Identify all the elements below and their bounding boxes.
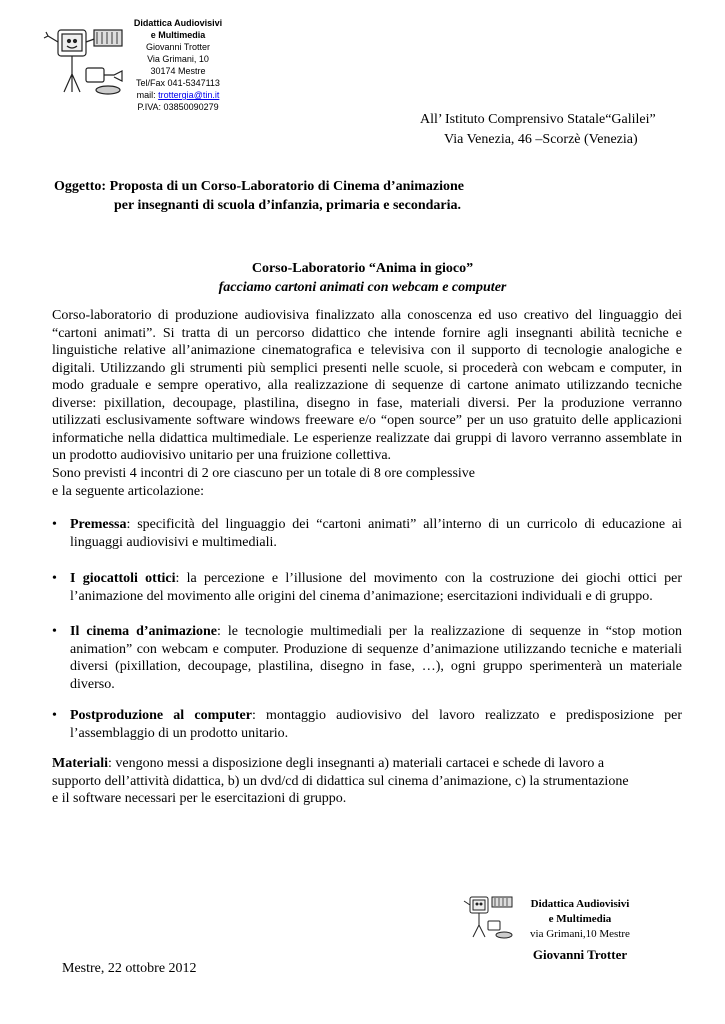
signature-block xyxy=(510,897,650,962)
topic-text: : le tecnologie multimediali per la realizzazione di sequenze in “stop motion animation” con webcam e computer. Produzione di sequenze d’animazione utilizzando tecniche e materiali diversi (pixillation, decoupage, plastilina, disegno in fase, …), ogni gruppo sperimenterà un materiale diverso. xyxy=(70,624,682,692)
topic-text: : specificità del linguaggio dei “cartoni animati” all’interno di un curricolo di educazione ai linguaggi audiovisivi e multimediali. xyxy=(70,517,682,550)
letterhead-phone: Tel/Fax 041-5347113 xyxy=(136,78,220,88)
letterhead xyxy=(128,17,228,113)
signature-org-line2: e Multimedia xyxy=(548,913,612,925)
course-title xyxy=(40,259,685,297)
bullet-icon: • xyxy=(52,624,57,639)
topic-text: : montaggio audiovisivo del lavoro realizzato e predisposizione per l’assemblaggio di un prodotto unitario. xyxy=(70,708,682,741)
materials-line3: e il software necessari per le esercitazioni di gruppo. xyxy=(52,791,347,806)
recipient-line1: All’ Istituto Comprensivo Statale“Galilei” xyxy=(420,112,656,127)
document-date: Mestre, 22 ottobre 2012 xyxy=(62,961,197,976)
recipient-address xyxy=(420,110,710,150)
bullet-icon: • xyxy=(52,571,57,586)
subject-heading xyxy=(54,177,674,215)
topic-text: : la percezione e l’illusione del movimento con la costruzione dei giochi ottici per l’animazione del movimento alle origini del cinema d’animazione; esercitazioni individuali e di gruppo. xyxy=(70,571,682,604)
letterhead-name: Giovanni Trotter xyxy=(145,42,211,52)
topic-term: Postproduzione al computer xyxy=(70,708,252,723)
bullet-icon: • xyxy=(52,708,57,723)
topic-term: Il cinema d’animazione xyxy=(70,624,217,639)
letterhead-mail-link[interactable]: trottergia@tin.it xyxy=(158,90,220,100)
bullet-icon: • xyxy=(52,517,57,532)
letterhead-org-line2: e Multimedia xyxy=(150,30,206,40)
schedule-line1: Sono previsti 4 incontri di 2 ore ciascuno per un totale di 8 ore complessive xyxy=(52,466,476,481)
topic-term: I giocattoli ottici xyxy=(70,571,176,586)
schedule-paragraph xyxy=(52,465,682,500)
subject-line1: Oggetto: Proposta di un Corso-Laboratorio di Cinema d’animazione xyxy=(54,179,465,194)
topic-term: Premessa xyxy=(70,517,127,532)
course-title-main: Corso-Laboratorio “Anima in gioco” xyxy=(251,261,474,276)
subject-line2: per insegnanti di scuola d’infanzia, primaria e secondaria. xyxy=(114,198,462,213)
letterhead-mail xyxy=(128,89,228,101)
materials-paragraph xyxy=(52,755,682,808)
letterhead-logo-icon xyxy=(42,22,132,98)
letterhead-org-line1: Didattica Audiovisivi xyxy=(133,18,223,28)
materials-term: Materiali xyxy=(52,756,108,771)
intro-paragraph: Corso-laboratorio di produzione audiovisiva finalizzato alla conoscenza ed uso creativo del linguaggio dei “cartoni animati”. Si tratta di un percorso didattico che intende fornire agli insegnanti abilità tecniche e linguistiche relative all’animazione cinematografica e televisiva con il supporto di tecnologie analogiche e digitali. Utilizzando gli strumenti più semplici presenti nelle scuole, si procederà con webcam e computer, in modo graduale e sempre operativo, alla realizzazione di sequenze di cartone animato utilizzando tecniche diverse: pixillation, decoupage, plastilina, disegno in fase, materiali diversi. Per la produzione verranno utilizzati esclusivamente software windows freeware e/o “open source” per un uso gratuito delle applicazioni informatiche nella didattica multimediale. Le esperienze realizzate dai gruppi di lavoro verranno assemblate in un prodotto audiovisivo unitario per una fruizione collettiva. xyxy=(52,308,682,463)
list-item xyxy=(52,570,682,605)
materials-line2: supporto dell’attività didattica, b) un dvd/cd di didattica sul cinema d’animazione, c) la strumentazione xyxy=(52,773,629,789)
course-subtitle: facciamo cartoni animati con webcam e computer xyxy=(218,280,507,295)
materials-line1: : vengono messi a disposizione degli insegnanti a) materiali cartacei e schede di lavoro a xyxy=(107,756,605,771)
letterhead-mail-label: mail: xyxy=(136,90,159,100)
schedule-line2: e la seguente articolazione: xyxy=(52,483,204,499)
signature-address: via Grimani,10 Mestre xyxy=(530,928,630,940)
signature-name: Giovanni Trotter xyxy=(532,947,628,962)
letterhead-vat: P.IVA: 03850090279 xyxy=(137,102,219,112)
list-item xyxy=(52,707,682,742)
list-item xyxy=(52,516,682,551)
list-item xyxy=(52,623,682,693)
recipient-line2: Via Venezia, 46 –Scorzè (Venezia) xyxy=(444,132,638,147)
letterhead-street: Via Grimani, 10 xyxy=(147,54,209,64)
letterhead-city: 30174 Mestre xyxy=(150,66,206,76)
signature-org-line1: Didattica Audiovisivi xyxy=(530,898,630,910)
